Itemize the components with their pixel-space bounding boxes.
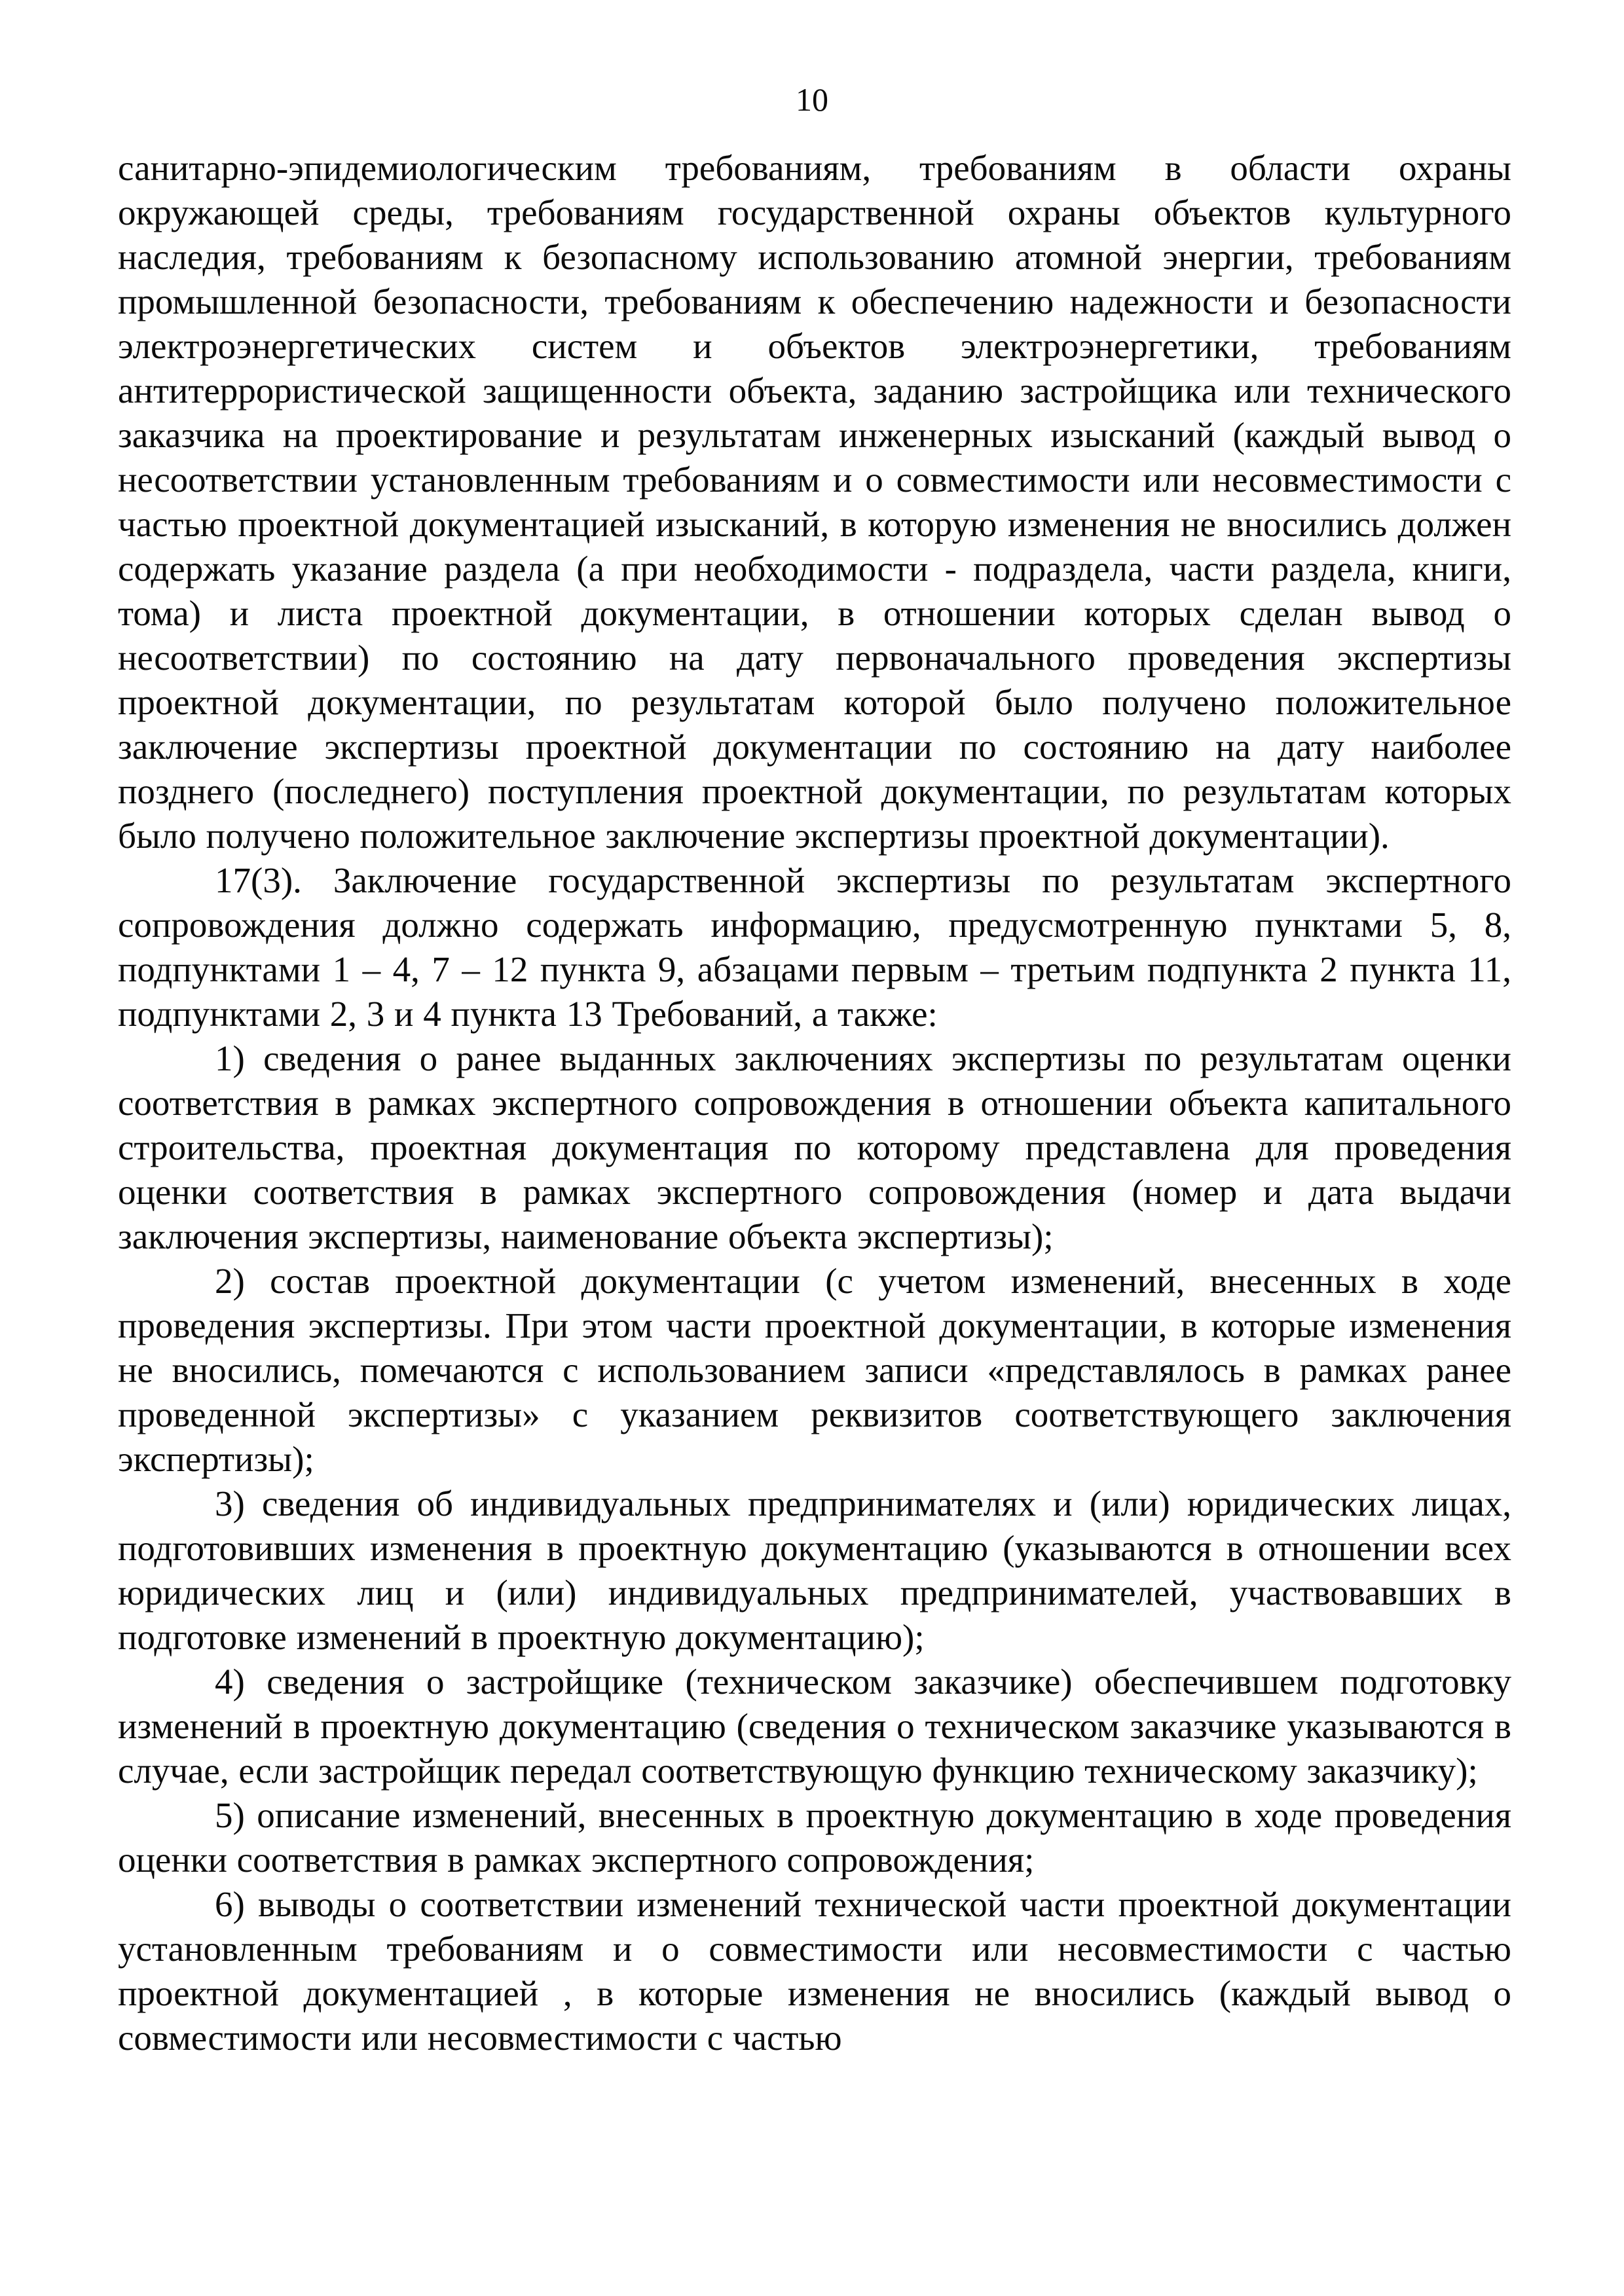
paragraph-item-2: 2) состав проектной документации (с учетом изменений, внесенных в ходе проведения экспертизы. При этом части проектной документации, в которые изменения не вносились, помечаются с использованием записи «представлялось в рамках ранее проведенной экспертизы» с указанием реквизитов соответствующего заключения экспертизы); xyxy=(118,1261,1511,1479)
paragraph-item-5: 5) описание изменений, внесенных в проектную документацию в ходе проведения оценки соответствия в рамках экспертного сопровождения; xyxy=(118,1795,1511,1880)
page-number: 10 xyxy=(796,81,828,118)
paragraph-17-3: 17(3). Заключение государственной экспертизы по результатам экспертного сопровождения должно содержать информацию, предусмотренную пунктами 5, 8, подпунктами 1 – 4, 7 – 12 пункта 9, абзацами первым – третьим подпункта 2 пункта 11, подпунктами 2, 3 и 4 пункта 13 Требований, а также: xyxy=(118,860,1511,1034)
paragraph-item-4: 4) сведения о застройщике (техническом заказчике) обеспечившем подготовку изменений в проектную документацию (сведения о техническом заказчике указываются в случае, если застройщик передал соответствующую функцию техническому заказчику); xyxy=(118,1662,1511,1791)
paragraph-item-3: 3) сведения об индивидуальных предпринимателях и (или) юридических лицах, подготовивших изменения в проектную документацию (указываются в отношении всех юридических лиц и (или) индивидуальных предпринимателей, участвовавших в подготовке изменений в проектную документацию); xyxy=(118,1484,1511,1657)
paragraph-item-1: 1) сведения о ранее выданных заключениях экспертизы по результатам оценки соответствия в рамках экспертного сопровождения в отношении объекта капитального строительства, проектная документация по которому представлена для проведения оценки соответствия в рамках экспертного сопровождения (номер и дата выдачи заключения экспертизы, наименование объекта экспертизы); xyxy=(118,1038,1511,1256)
paragraph-item-6: 6) выводы о соответствии изменений технической части проектной документации установленным требованиям и о совместимости или несовместимости с частью проектной документацией , в которые изменения не вносились (каждый вывод о совместимости или несовместимости с частью xyxy=(118,1884,1511,2058)
paragraph-continuation: санитарно-эпидемиологическим требованиям, требованиям в области охраны окружающей среды, требованиям государственной охраны объектов культурного наследия, требованиям к безопасному использованию атомной энергии, требованиям промышленной безопасности, требованиям к обеспечению надежности и безопасности электроэнергетических систем и объектов электроэнергетики, требованиям антитеррористической защищенности объекта, заданию застройщика или технического заказчика на проектирование и результатам инженерных изысканий (каждый вывод о несоответствии установленным требованиям и о совместимости или несовместимости с частью проектной документацией изысканий, в которую изменения не вносились должен содержать указание раздела (а при необходимости - подраздела, части раздела, книги, тома) и листа проектной документации, в отношении которых сделан вывод о несоответствии) по состоянию на дату первоначального проведения экспертизы проектной документации, по результатам которой было получено положительное заключение экспертизы проектной документации по состоянию на дату наиболее позднего (последнего) поступления проектной документации, по результатам которых было получено положительное заключение экспертизы проектной документации). xyxy=(118,148,1511,856)
document-body xyxy=(118,146,1511,2060)
